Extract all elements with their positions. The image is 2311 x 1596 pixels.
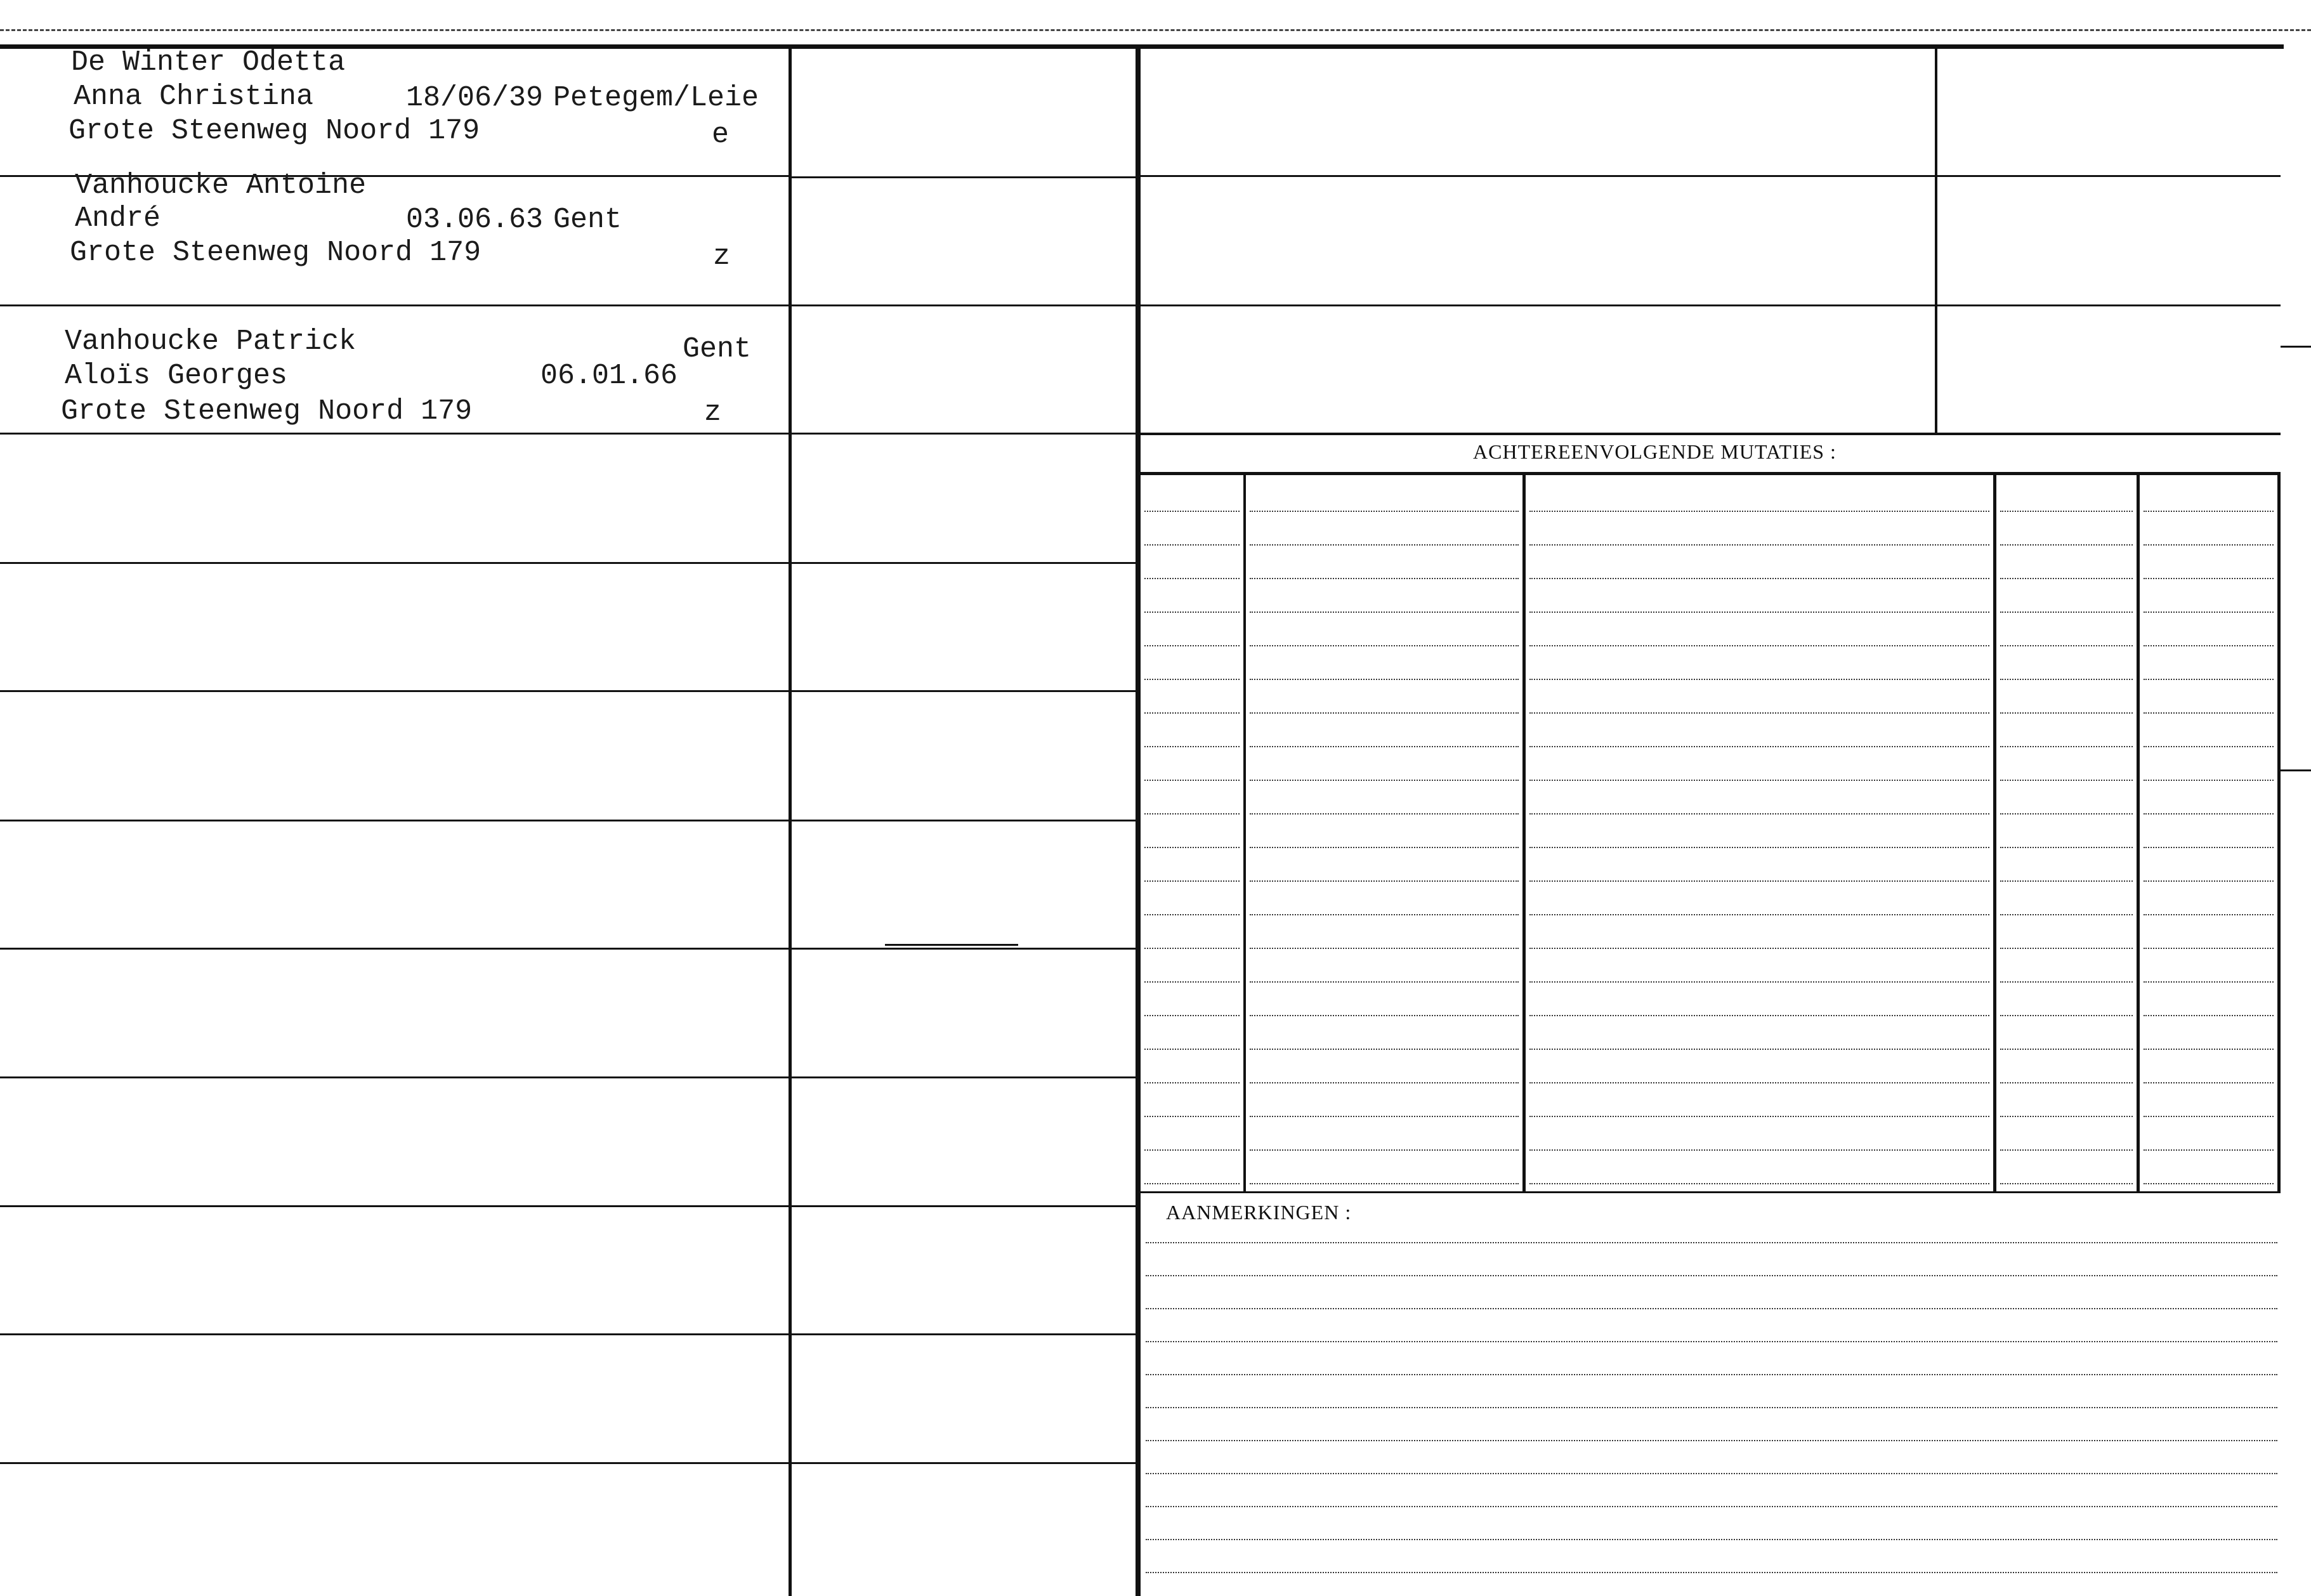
- mutation-ruled-line: [1144, 612, 1240, 613]
- mutation-ruled-line: [2000, 813, 2133, 814]
- mutation-ruled-line: [1529, 511, 1989, 512]
- mutation-ruled-line: [1144, 746, 1240, 747]
- mutation-ruled-line: [1144, 1049, 1240, 1050]
- row-rule-7: [0, 948, 1136, 950]
- mutations-col-3: [1993, 475, 1996, 1192]
- row-rule-2: [0, 304, 1136, 306]
- mutation-ruled-line: [1144, 1183, 1240, 1184]
- mutation-ruled-line: [1529, 780, 1989, 781]
- mutation-ruled-line: [2144, 712, 2274, 714]
- mutation-ruled-line: [2144, 679, 2274, 680]
- mutation-ruled-line: [2000, 612, 2133, 613]
- mutation-ruled-line: [1250, 1183, 1519, 1184]
- mutation-ruled-line: [1529, 914, 1989, 915]
- mutation-ruled-line: [1529, 981, 1989, 983]
- left-column-divider: [789, 49, 792, 1596]
- mutations-col-1: [1243, 475, 1246, 1192]
- mutation-ruled-line: [1250, 746, 1519, 747]
- mutation-ruled-line: [1144, 914, 1240, 915]
- mutation-ruled-line: [2000, 1149, 2133, 1151]
- person-given-names: Aloïs Georges: [65, 360, 288, 392]
- mutation-ruled-line: [2144, 511, 2274, 512]
- mutations-col-5: [2277, 475, 2281, 1192]
- mutation-ruled-line: [2000, 511, 2133, 512]
- mutation-ruled-line: [1144, 981, 1240, 983]
- mutation-ruled-line: [2144, 578, 2274, 579]
- row-rule-4: [0, 562, 1136, 564]
- mutations-col-4: [2137, 475, 2140, 1192]
- mutation-ruled-line: [1529, 847, 1989, 848]
- row-rule-3: [0, 433, 1136, 435]
- mutation-ruled-line: [2144, 645, 2274, 646]
- mutation-ruled-line: [1250, 1082, 1519, 1083]
- person-relation: z: [713, 240, 731, 273]
- remark-ruled-line: [1146, 1440, 2277, 1441]
- person-relation: z: [704, 396, 722, 429]
- mutation-ruled-line: [1144, 948, 1240, 949]
- mutation-ruled-line: [2000, 544, 2133, 546]
- mutations-col-2: [1522, 475, 1526, 1192]
- mutation-ruled-line: [1144, 544, 1240, 546]
- right-box-rule-3: [1141, 433, 2281, 435]
- row-rule-11: [0, 1462, 1136, 1464]
- person-birth-date: 03.06.63: [406, 204, 544, 236]
- person-name: De Winter Odetta: [71, 46, 346, 79]
- mutation-ruled-line: [1529, 612, 1989, 613]
- mutation-ruled-line: [2000, 712, 2133, 714]
- mutation-ruled-line: [2000, 981, 2133, 983]
- person-name: Vanhoucke Antoine: [75, 169, 367, 202]
- mutation-ruled-line: [1529, 813, 1989, 814]
- mutation-ruled-line: [1144, 813, 1240, 814]
- mutation-ruled-line: [1144, 1082, 1240, 1083]
- mutation-ruled-line: [1250, 1149, 1519, 1151]
- mutation-ruled-line: [1250, 511, 1519, 512]
- person-address: Grote Steenweg Noord 179: [70, 237, 481, 269]
- mutation-ruled-line: [2144, 746, 2274, 747]
- person-birth-place: Gent: [683, 333, 752, 365]
- mutation-ruled-line: [1250, 544, 1519, 546]
- mutation-ruled-line: [1250, 1049, 1519, 1050]
- remarks-heading: AANMERKINGEN :: [1166, 1201, 1352, 1224]
- row-rule-9: [0, 1205, 1136, 1207]
- remark-ruled-line: [1146, 1539, 2277, 1540]
- row-rule-5: [0, 690, 1136, 692]
- mutation-ruled-line: [2000, 880, 2133, 882]
- stray-mark: [885, 944, 1018, 946]
- mutation-ruled-line: [1144, 511, 1240, 512]
- person-given-names: André: [75, 202, 161, 235]
- person-birth-place: Petegem/Leie: [553, 82, 759, 114]
- person-given-names: Anna Christina: [74, 81, 314, 113]
- mutation-ruled-line: [1144, 1116, 1240, 1117]
- remark-ruled-line: [1146, 1407, 2277, 1408]
- mutation-ruled-line: [1250, 712, 1519, 714]
- right-small-column-divider: [1935, 49, 1937, 433]
- mutation-ruled-line: [2144, 1149, 2274, 1151]
- mutation-ruled-line: [2000, 679, 2133, 680]
- mutation-ruled-line: [1529, 1183, 1989, 1184]
- row-rule-10: [0, 1333, 1136, 1335]
- mutation-ruled-line: [1250, 578, 1519, 579]
- edge-tick-1: [2281, 346, 2311, 348]
- mutation-ruled-line: [2000, 847, 2133, 848]
- remark-ruled-line: [1146, 1275, 2277, 1276]
- center-right-divider: [1136, 49, 1141, 1596]
- mutation-ruled-line: [2144, 847, 2274, 848]
- mutation-ruled-line: [1250, 1116, 1519, 1117]
- mutation-ruled-line: [1250, 645, 1519, 646]
- mutation-ruled-line: [1529, 1015, 1989, 1016]
- mutation-ruled-line: [1250, 981, 1519, 983]
- mutation-ruled-line: [1529, 746, 1989, 747]
- mutation-ruled-line: [2000, 1116, 2133, 1117]
- mutation-ruled-line: [1144, 679, 1240, 680]
- mutation-ruled-line: [1144, 578, 1240, 579]
- person-name: Vanhoucke Patrick: [65, 325, 357, 358]
- person-relation: e: [712, 119, 730, 151]
- mutation-ruled-line: [2144, 880, 2274, 882]
- mutation-ruled-line: [1144, 712, 1240, 714]
- mutation-ruled-line: [1250, 948, 1519, 949]
- mutation-ruled-line: [2144, 981, 2274, 983]
- mutation-ruled-line: [1144, 645, 1240, 646]
- mutation-ruled-line: [1144, 880, 1240, 882]
- mutation-ruled-line: [1529, 712, 1989, 714]
- mutation-ruled-line: [2000, 780, 2133, 781]
- mutation-ruled-line: [1529, 1049, 1989, 1050]
- mutation-ruled-line: [1144, 847, 1240, 848]
- mutation-ruled-line: [2000, 1082, 2133, 1083]
- mutation-ruled-line: [1250, 612, 1519, 613]
- mutation-ruled-line: [2144, 1082, 2274, 1083]
- mutation-ruled-line: [1250, 679, 1519, 680]
- right-box-rule-2: [1141, 304, 2281, 306]
- mutation-ruled-line: [2000, 914, 2133, 915]
- mutation-ruled-line: [1144, 1015, 1240, 1016]
- row-rule-8: [0, 1076, 1136, 1078]
- remark-ruled-line: [1146, 1374, 2277, 1375]
- person-birth-date: 06.01.66: [540, 360, 678, 392]
- mutation-ruled-line: [2144, 612, 2274, 613]
- mutation-ruled-line: [1529, 645, 1989, 646]
- remark-ruled-line: [1146, 1506, 2277, 1507]
- mutation-ruled-line: [2144, 1116, 2274, 1117]
- mutation-ruled-line: [1529, 1082, 1989, 1083]
- mutation-ruled-line: [2144, 1049, 2274, 1050]
- mutations-heading: ACHTEREENVOLGENDE MUTATIES :: [1473, 440, 1836, 463]
- remark-ruled-line: [1146, 1341, 2277, 1342]
- mutation-ruled-line: [2000, 578, 2133, 579]
- mutation-ruled-line: [1529, 1149, 1989, 1151]
- mutation-ruled-line: [1250, 780, 1519, 781]
- remark-ruled-line: [1146, 1308, 2277, 1309]
- mutation-ruled-line: [1529, 679, 1989, 680]
- edge-tick-2: [2281, 769, 2311, 771]
- remark-ruled-line: [1146, 1572, 2277, 1573]
- row-rule-6: [0, 820, 1136, 821]
- mutation-ruled-line: [1144, 780, 1240, 781]
- mutation-ruled-line: [1529, 948, 1989, 949]
- mutations-bottom-rule: [1141, 1191, 2281, 1193]
- mutation-ruled-line: [1529, 544, 1989, 546]
- mutation-ruled-line: [2000, 1049, 2133, 1050]
- mutation-ruled-line: [2000, 1183, 2133, 1184]
- mutation-ruled-line: [2144, 914, 2274, 915]
- person-address: Grote Steenweg Noord 179: [61, 395, 473, 428]
- mutation-ruled-line: [1250, 813, 1519, 814]
- mutation-ruled-line: [2000, 948, 2133, 949]
- mutations-top-rule: [1141, 472, 2281, 475]
- mutation-ruled-line: [1250, 847, 1519, 848]
- top-edge-dashes: [0, 29, 2311, 31]
- mutation-ruled-line: [1529, 880, 1989, 882]
- mutation-ruled-line: [2144, 780, 2274, 781]
- mutation-ruled-line: [1250, 1015, 1519, 1016]
- mutation-ruled-line: [1250, 914, 1519, 915]
- right-box-rule-1: [1141, 175, 2281, 177]
- mutation-ruled-line: [2000, 746, 2133, 747]
- person-birth-place: Gent: [553, 204, 622, 236]
- mutation-ruled-line: [2144, 1183, 2274, 1184]
- mutation-ruled-line: [2144, 1015, 2274, 1016]
- mutation-ruled-line: [1529, 1116, 1989, 1117]
- mutation-ruled-line: [2000, 1015, 2133, 1016]
- mutation-ruled-line: [1529, 578, 1989, 579]
- row-rule-1b: [792, 176, 1136, 178]
- remark-ruled-line: [1146, 1473, 2277, 1474]
- person-address: Grote Steenweg Noord 179: [69, 115, 480, 147]
- person-birth-date: 18/06/39: [406, 82, 544, 114]
- mutation-ruled-line: [2144, 544, 2274, 546]
- mutation-ruled-line: [2000, 645, 2133, 646]
- mutation-ruled-line: [2144, 948, 2274, 949]
- mutation-ruled-line: [1250, 880, 1519, 882]
- mutation-ruled-line: [2144, 813, 2274, 814]
- remark-ruled-line: [1146, 1242, 2277, 1243]
- mutation-ruled-line: [1144, 1149, 1240, 1151]
